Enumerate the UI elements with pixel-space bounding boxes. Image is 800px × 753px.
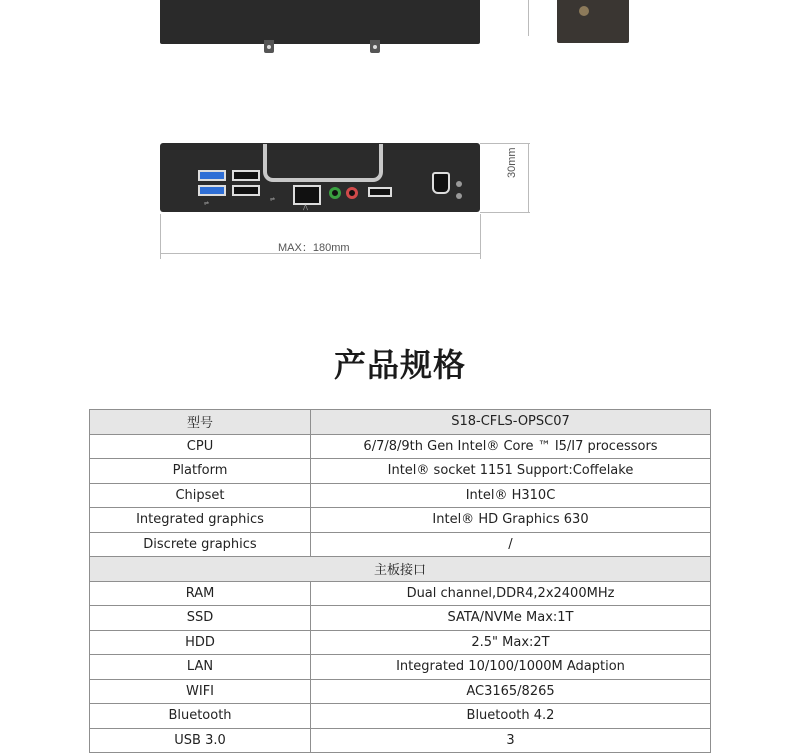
table-header-row	[90, 410, 711, 435]
row-label: LAN	[90, 655, 311, 680]
height-dimension-label	[506, 147, 518, 178]
handle-icon	[263, 144, 383, 182]
row-label: Platform	[90, 459, 311, 484]
table-row	[90, 606, 711, 631]
row-value: AC3165/8265	[311, 679, 711, 704]
audio-jack-icon	[329, 187, 341, 199]
row-label: RAM	[90, 581, 311, 606]
power-icon	[456, 181, 462, 187]
device-top-view	[160, 0, 480, 44]
dimension-line	[480, 214, 481, 259]
table-row	[90, 679, 711, 704]
row-value: 2.5" Max:2T	[311, 630, 711, 655]
table-row	[90, 532, 711, 557]
device-side-view	[557, 0, 629, 43]
table-row	[90, 459, 711, 484]
table-row	[90, 508, 711, 533]
usb-symbol-icon: ⇌	[204, 201, 210, 207]
header-label: 型号	[90, 410, 311, 435]
rj45-port-icon	[293, 185, 321, 205]
row-label: CPU	[90, 434, 311, 459]
mounting-tab	[264, 40, 274, 53]
mounting-tab	[370, 40, 380, 53]
header-value: S18-CFLS-OPSC07	[311, 410, 711, 435]
table-row	[90, 655, 711, 680]
table-row	[90, 630, 711, 655]
table-row	[90, 483, 711, 508]
row-value: Intel® H310C	[311, 483, 711, 508]
card-slot-icon	[368, 187, 392, 197]
dimension-line	[480, 143, 530, 144]
row-value: /	[311, 532, 711, 557]
table-row	[90, 581, 711, 606]
table-row	[90, 434, 711, 459]
usb3-port-icon	[198, 185, 226, 196]
page-title: 产品规格	[333, 346, 466, 384]
row-label: WIFI	[90, 679, 311, 704]
row-value: Integrated 10/100/1000M Adaption	[311, 655, 711, 680]
row-label: Chipset	[90, 483, 311, 508]
usb2-port-icon	[232, 185, 260, 196]
dimension-line	[528, 143, 529, 213]
screw-icon	[579, 6, 589, 16]
audio-jack-icon	[346, 187, 358, 199]
row-label: SSD	[90, 606, 311, 631]
row-value: SATA/NVMe Max:1T	[311, 606, 711, 631]
hdmi-port-icon	[432, 172, 450, 194]
row-label: Discrete graphics	[90, 532, 311, 557]
row-label: HDD	[90, 630, 311, 655]
row-value: Dual channel,DDR4,2x2400MHz	[311, 581, 711, 606]
row-value: Intel® socket 1151 Support:Coffelake	[311, 459, 711, 484]
usb-symbol-icon: ⇌	[270, 197, 276, 203]
usb2-port-icon	[232, 170, 260, 181]
network-symbol-icon: ⋀	[303, 205, 308, 211]
table-row	[90, 704, 711, 729]
spec-table	[89, 409, 711, 753]
row-value: Bluetooth 4.2	[311, 704, 711, 729]
table-row	[90, 728, 711, 753]
row-label: USB 3.0	[90, 728, 311, 753]
power-icon	[456, 193, 462, 199]
row-value: 6/7/8/9th Gen Intel® Core ™ I5/I7 processors	[311, 434, 711, 459]
table-section-row	[90, 557, 711, 582]
usb3-port-icon	[198, 170, 226, 181]
row-value: 3	[311, 728, 711, 753]
row-value: Intel® HD Graphics 630	[311, 508, 711, 533]
dimension-line	[528, 0, 529, 36]
section-label: 主板接口	[90, 557, 711, 582]
width-dimension-label: MAX：180mm	[278, 242, 350, 254]
height-dimension-text: 30mm	[506, 147, 518, 178]
row-label: Bluetooth	[90, 704, 311, 729]
row-label: Integrated graphics	[90, 508, 311, 533]
dimension-line	[480, 212, 530, 213]
